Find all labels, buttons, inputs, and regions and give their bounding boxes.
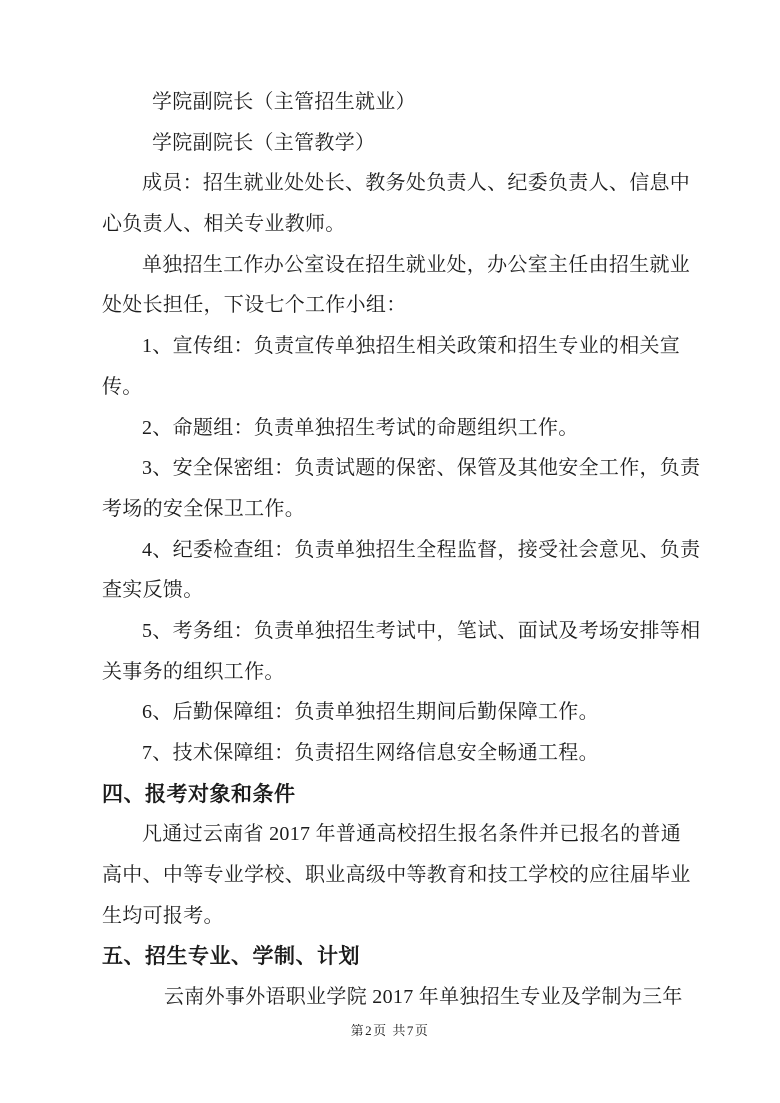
body-line: 心负责人、相关专业教师。 [102,213,346,236]
body-line: 成员：招生就业处处长、教务处负责人、纪委负责人、信息中 [142,172,691,195]
section-heading-v: 五、招生专业、学制、计划 [102,944,360,969]
body-line: 关事务的组织工作。 [102,660,285,683]
body-line-group-6: 6、后勤保障组：负责单独招生期间后勤保障工作。 [142,701,599,724]
body-line: 云南外事外语职业学院 2017 年单独招生专业及学制为三年 [164,986,683,1009]
body-line: 考场的安全保卫工作。 [102,497,305,520]
body-line: 学院副院长（主管教学） [152,131,376,154]
body-line: 查实反馈。 [102,579,204,602]
body-line: 单独招生工作办公室设在招生就业处，办公室主任由招生就业 [142,253,691,276]
page-number-footer: 第2页 共7页 [350,1023,430,1038]
body-line: 学院副院长（主管招生就业） [152,91,416,113]
body-line-group-3: 3、安全保密组：负责试题的保密、保管及其他安全工作，负责 [142,457,701,480]
body-line: 高中、中等专业学校、职业高级中等教育和技工学校的应往届毕业 [102,864,691,887]
body-line-group-4: 4、纪委检查组：负责单独招生全程监督，接受社会意见、负责 [142,538,701,561]
body-line-group-5: 5、考务组：负责单独招生考试中，笔试、面试及考场安排等相 [142,619,701,642]
body-line: 凡通过云南省 2017 年普通高校招生报名条件并已报名的普通 [142,823,681,846]
body-line-group-2: 2、命题组：负责单独招生考试的命题组织工作。 [142,416,579,439]
body-line-group-7: 7、技术保障组：负责招生网络信息安全畅通工程。 [142,742,599,764]
body-line-group-1: 1、宣传组：负责宣传单独招生相关政策和招生专业的相关宣 [142,335,681,358]
section-heading-iv: 四、报考对象和条件 [102,781,296,806]
body-line: 处处长担任，下设七个工作小组： [102,294,407,317]
body-line: 传。 [102,375,143,398]
body-line: 生均可报考。 [102,904,224,927]
